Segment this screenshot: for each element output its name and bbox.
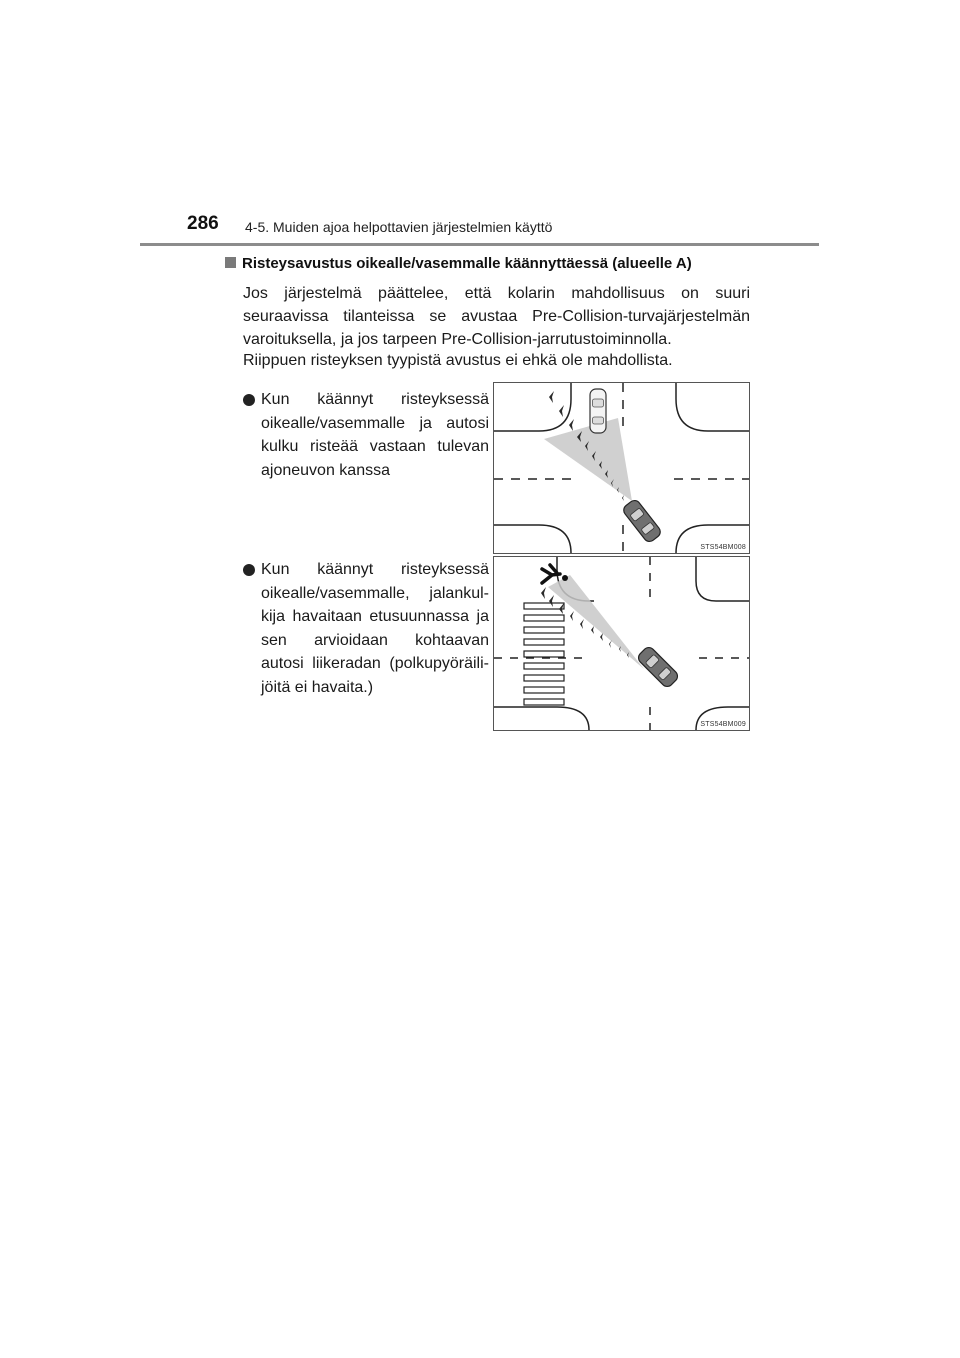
figure-code-2: STS54BM009 <box>700 721 746 728</box>
intersection-diagram-1 <box>494 383 749 553</box>
bullet-text-2: Kun käännyt risteyksessä oikealle/vasemmalle, jalankul-kija havaitaan etusuunnassa ja sen arvioidaan kohtaavan autosi liikeradan (polkupyöräili-jöitä ei havaita.) <box>261 561 489 696</box>
own-car-icon <box>621 498 662 544</box>
pedestrian-icon <box>542 565 568 583</box>
bullet-text-1: Kun käännyt risteyksessä oikealle/vasemmalle ja autosi kulku risteää vastaan tulevan ajoneuvon kanssa <box>261 391 489 479</box>
figure-code-1: STS54BM008 <box>700 544 746 551</box>
paragraph-1: Jos järjestelmä päättelee, että kolarin mahdollisuus on suuri seuraavissa tilanteissa se avustaa Pre-Collision-turvajärjestelmän varoituksella, ja jos tarpeen Pre-Collision-jarrutustoiminnolla. <box>243 285 750 348</box>
road-corner-bottom-left <box>494 525 571 553</box>
intersection-diagram-2 <box>494 557 749 730</box>
page-number: 286 <box>187 213 219 234</box>
oncoming-car-icon <box>590 389 606 433</box>
section-title: 4-5. Muiden ajoa helpottavien järjestelmien käyttö <box>245 219 553 235</box>
bullet-item-2 <box>243 558 489 699</box>
bullet-dot-icon <box>243 564 255 576</box>
square-bullet-icon <box>225 257 236 268</box>
paragraph-2: Riippuen risteyksen tyypistä avustus ei ehkä ole mahdollista. <box>243 352 673 369</box>
crosswalk <box>524 603 564 705</box>
sensor-beam <box>544 418 632 501</box>
own-car-icon <box>636 645 680 689</box>
road-corner-top-left <box>494 383 571 431</box>
subsection-heading <box>225 255 765 272</box>
bullet-item-1 <box>243 388 489 482</box>
road-corner-top-right <box>676 383 749 431</box>
road-corner-bottom-left <box>494 707 589 730</box>
figure-oncoming-vehicle <box>493 382 750 554</box>
bullet-dot-icon <box>243 394 255 406</box>
figure-pedestrian <box>493 556 750 731</box>
heading-text: Risteysavustus oikealle/vasemmalle käännyttäessä (alueelle A) <box>242 255 692 272</box>
road-corner-top-right <box>696 557 749 601</box>
header-divider <box>140 243 819 246</box>
